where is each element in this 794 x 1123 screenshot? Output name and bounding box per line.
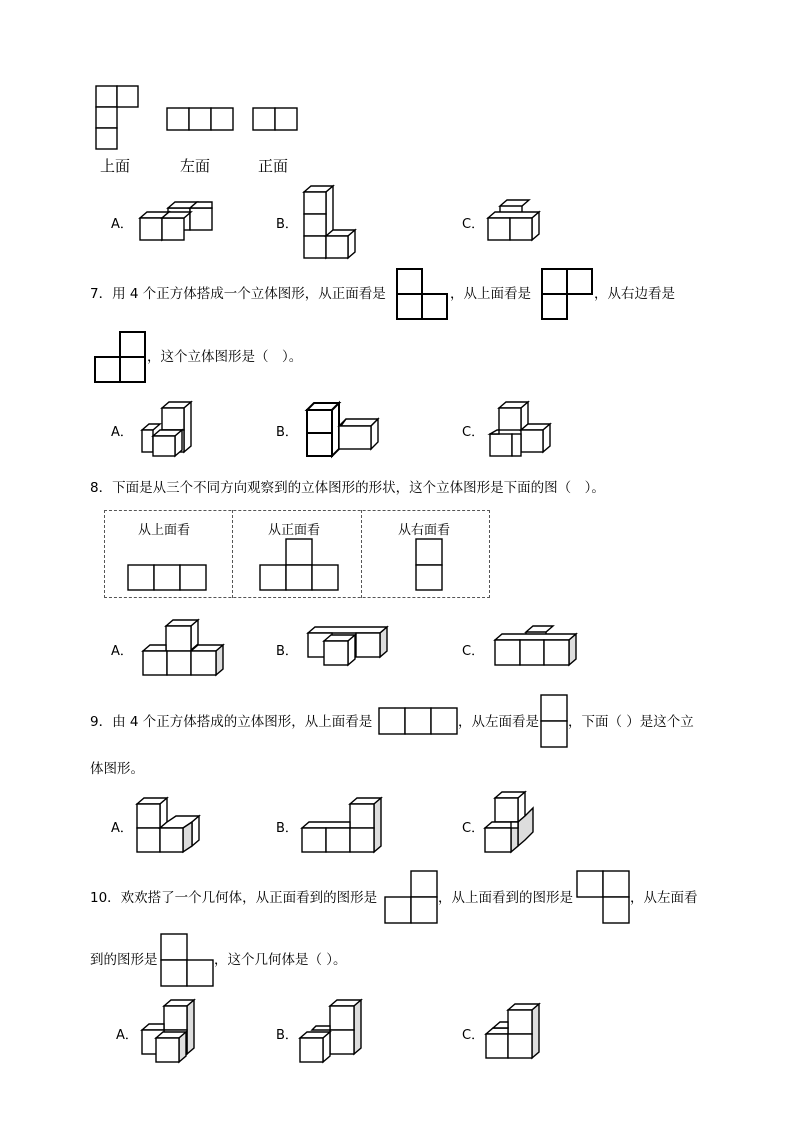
q7-front-view: [396, 268, 448, 320]
q9-left-view: [540, 694, 568, 748]
q7-text-part3: ，从右边看是: [594, 286, 675, 302]
q6-option-b-figure[interactable]: [302, 184, 360, 260]
q10-text-part2: ，从上面看到的图形是: [438, 890, 573, 906]
q7-option-b-figure[interactable]: [305, 400, 380, 460]
q9-text-part3: ，下面（ ）是这个立: [568, 714, 694, 730]
q8-option-b-label[interactable]: B．: [276, 644, 298, 659]
q6-left-view: [166, 107, 234, 131]
q9-option-c-label[interactable]: C．: [462, 821, 485, 836]
q8-option-a-label[interactable]: A．: [111, 644, 133, 659]
q9-option-b-label[interactable]: B．: [276, 821, 298, 836]
q10-option-b-figure[interactable]: [298, 998, 366, 1064]
q8-view-title-right: 从右面看: [398, 523, 451, 538]
q10-left-view: [160, 933, 214, 987]
q8-option-c-figure[interactable]: [493, 626, 579, 668]
q10-option-a-label[interactable]: A．: [116, 1028, 138, 1043]
q7-text-part1: 7．用 4 个正方体搭成一个立体图形，从正面看是: [90, 286, 386, 302]
q7-option-b-label[interactable]: B．: [276, 425, 298, 440]
q7-option-a-figure[interactable]: [140, 400, 195, 458]
q9-text-line2: 体图形。: [90, 761, 144, 777]
q8-right-view: [415, 538, 443, 591]
q10-text-line2a: 到的图形是: [90, 952, 158, 968]
q10-text-part3: ，从左面看: [630, 890, 698, 906]
q8-view-title-top: 从上面看: [138, 523, 191, 538]
q7-option-c-label[interactable]: C．: [462, 425, 485, 440]
q7-text-line2: ，这个立体图形是（ ）。: [147, 349, 303, 365]
q6-front-view: [252, 107, 298, 131]
q6-option-c-label[interactable]: C．: [462, 217, 485, 232]
q9-option-a-label[interactable]: A．: [111, 821, 133, 836]
q10-option-b-label[interactable]: B．: [276, 1028, 298, 1043]
q8-option-a-figure[interactable]: [141, 618, 226, 678]
q9-option-c-figure[interactable]: [483, 790, 537, 858]
q9-top-view: [378, 707, 458, 735]
q10-text-line2b: ，这个几何体是（ ）。: [214, 952, 347, 968]
q8-option-b-figure[interactable]: [306, 627, 390, 669]
q8-divider-1: [232, 510, 233, 598]
q6-top-view: [95, 85, 140, 151]
q8-option-c-label[interactable]: C．: [462, 644, 485, 659]
q8-text: 8．下面是从三个不同方向观察到的立体图形的形状，这个立体图形是下面的图（ ）。: [90, 480, 605, 496]
q6-view-label-left: 左面: [180, 157, 211, 175]
q6-option-b-label[interactable]: B．: [276, 217, 298, 232]
q9-option-a-figure[interactable]: [135, 796, 203, 854]
q10-top-view: [576, 870, 630, 924]
q7-text-part2: ，从上面看是: [450, 286, 531, 302]
q6-option-a-label[interactable]: A．: [111, 217, 133, 232]
q6-option-c-figure[interactable]: [486, 200, 542, 242]
q9-option-b-figure[interactable]: [300, 796, 384, 854]
q10-front-view: [384, 870, 438, 924]
q10-text-part1: 10．欢欢搭了一个几何体，从正面看到的图形是: [90, 890, 378, 906]
q8-top-view: [127, 564, 207, 591]
q6-option-a-figure[interactable]: [138, 200, 213, 242]
q6-view-label-top: 上面: [100, 157, 131, 175]
q7-option-c-figure[interactable]: [488, 400, 552, 458]
q7-top-view: [541, 268, 593, 320]
q9-text-part2: ，从左面看是: [458, 714, 539, 730]
q8-front-view: [259, 538, 339, 591]
q10-option-a-figure[interactable]: [140, 998, 200, 1064]
q7-option-a-label[interactable]: A．: [111, 425, 133, 440]
q8-divider-2: [361, 510, 362, 598]
q7-right-view: [94, 331, 146, 383]
q6-view-label-front: 正面: [258, 157, 289, 175]
q10-option-c-label[interactable]: C．: [462, 1028, 485, 1043]
q10-option-c-figure[interactable]: [484, 1002, 544, 1062]
q8-view-title-front: 从正面看: [268, 523, 321, 538]
q9-text-part1: 9．由 4 个正方体搭成的立体图形，从上面看是: [90, 714, 373, 730]
